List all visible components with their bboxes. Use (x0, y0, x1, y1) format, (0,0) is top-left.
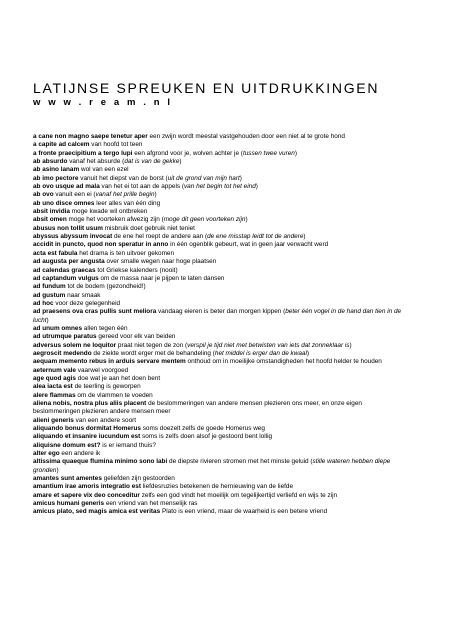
translation: tot Griekse kalenders (nooit) (97, 266, 178, 274)
closing-paren: ) (179, 158, 182, 166)
translation: vanuit een ei ( (55, 191, 96, 199)
phrase-entry (33, 333, 405, 341)
translation: een afgrond voor je, wolven achter je ( (134, 149, 243, 157)
translation: misbruik doet gebruik niet teniet (104, 224, 195, 232)
phrase-entry (33, 175, 405, 183)
translation: liefdesruzies betekenen de hernieuwing van de liefde (142, 483, 294, 491)
translation: voor deze gelegenheid (55, 299, 121, 307)
latin-phrase: ad praesens ova cras pullis sunt meliora (33, 308, 157, 316)
latin-phrase: a capite ad calcem (33, 141, 90, 149)
closing-paren: ) (303, 233, 306, 241)
phrase-entry (33, 350, 405, 358)
latin-phrase: ad augusta per angusta (33, 258, 105, 266)
latin-phrase: alea iacta est (33, 383, 73, 391)
latin-phrase: aliquisne domum est? (33, 441, 101, 449)
latin-phrase: acta est fabula (33, 249, 78, 257)
translation: geliefden zijn gestoorden (103, 475, 175, 483)
latin-phrase: ad unum omnes (33, 324, 83, 332)
translation: vaarwel voorgoed (77, 366, 129, 374)
translation: is er iemand thuis? (102, 441, 156, 449)
closing-paren: ) (245, 216, 248, 224)
phrase-entry (33, 508, 405, 516)
explanation: tussen twee vuren (242, 149, 295, 157)
translation: een zwijn wordt meestal vastgehouden door een niet al te grote hond (149, 133, 345, 140)
phrase-entry (33, 183, 405, 191)
phrase-entry (33, 225, 405, 233)
phrase-entry (33, 267, 405, 275)
page-title: LATIJNSE SPREUKEN EN UITDRUKKINGEN (33, 80, 380, 96)
phrase-entry (33, 133, 405, 141)
phrase-entry (33, 342, 405, 350)
latin-phrase: abusus non tollit usum (33, 224, 103, 232)
phrase-entry (33, 275, 405, 283)
closing-paren: ) (255, 183, 258, 191)
translation: moge kwade wil ontbreken (71, 208, 148, 216)
phrase-entry (33, 258, 405, 266)
latin-phrase: amare et sapere vix deo conceditur (33, 491, 140, 499)
closing-paren: ) (56, 466, 59, 474)
translation: leer alles van één ding (96, 199, 161, 207)
phrase-entry (33, 292, 405, 300)
latin-phrase: adversus solem ne loquitor (33, 341, 117, 349)
latin-phrase: ad captandum vulgus (33, 274, 99, 282)
translation: van hoofd tot teen (91, 141, 143, 149)
latin-phrase: ad gustum (33, 291, 66, 299)
translation: over smalle wegen naar hoge plaatsen (106, 258, 217, 266)
translation: vanuit het diepst van de borst ( (80, 174, 168, 182)
translation: zelfs een god vindt het moeilijk om tegelijkertijd verliefd en wijs te zijn (141, 491, 338, 499)
phrase-entry (33, 250, 405, 258)
phrase-entry (33, 367, 405, 375)
explanation: dat is van de gekke (124, 158, 180, 166)
phrase-entry (33, 141, 405, 149)
phrase-entry (33, 425, 405, 433)
latin-phrase: age quod agis (33, 374, 76, 382)
phrase-entry (33, 400, 405, 417)
latin-phrase: ab uno disce omnes (33, 199, 95, 207)
latin-phrase: amicus plato, sed magis amica est veritas (33, 508, 161, 516)
latin-phrase: alere flammas (33, 391, 76, 399)
phrase-entry (33, 500, 405, 508)
phrase-entry (33, 483, 405, 491)
translation: moge het voorteken afwezig zijn ( (68, 216, 164, 224)
translation: soms is zelfs doen alsof je gestoord bent lollig (142, 433, 273, 441)
phrase-entry (33, 158, 405, 166)
phrase-entry (33, 450, 405, 458)
latin-phrase: aequam memento rebus in arduis servare mentem (33, 358, 186, 366)
latin-phrase: ab ovo usque ad mala (33, 183, 100, 191)
phrase-entry (33, 325, 405, 333)
closing-paren: ) (239, 174, 242, 182)
translation: een andere ik (61, 450, 101, 458)
explanation: van het begin tot het eind (183, 183, 256, 191)
translation: tot de bodem (gezondheid!) (67, 283, 146, 291)
translation: naar smaak (67, 291, 101, 299)
phrase-entry (33, 216, 405, 224)
phrase-entry (33, 375, 405, 383)
latin-phrase: ad utrumque paratus (33, 333, 97, 341)
explanation: vanaf het prille begin (95, 191, 155, 199)
translation: vanaf het absurde ( (69, 158, 125, 166)
translation: van het ei tot aan de appels ( (101, 183, 184, 191)
latin-phrase: abyssus abyssum invocat (33, 233, 113, 241)
phrase-entry (33, 492, 405, 500)
phrase-entry (33, 417, 405, 425)
translation: Plato is een vriend, maar de waarheid is een betere vriend (161, 508, 328, 516)
translation: allen tegen één (83, 324, 128, 332)
translation: wol van een ezel (80, 166, 129, 174)
latin-phrase: ad calendas graecas (33, 266, 96, 274)
translation: de diepste rivieren stromen met het minste geluid ( (169, 458, 313, 466)
latin-phrase: absit omen (33, 216, 67, 224)
translation: het drama is ten uitvoer gekomen (79, 249, 175, 257)
phrase-entry (33, 475, 405, 483)
phrase-entry (33, 458, 405, 475)
latin-phrase: amantes sunt amentes (33, 475, 102, 483)
phrase-entry (33, 208, 405, 216)
phrase-entry (33, 233, 405, 241)
translation: de ene hel roept de andere aan ( (114, 233, 208, 241)
latin-phrase: altissima quaeque flumina minimo sono labi (33, 458, 168, 466)
latin-phrase: ab imo pectore (33, 174, 79, 182)
latin-phrase: ad hoc (33, 299, 54, 307)
translation: de beslommeringen van andere mensen plezieren ons meer, en onze eigen beslommeringen plezieren andere mensen meer (33, 400, 362, 416)
phrase-entry (33, 200, 405, 208)
latin-phrase: accidit in puncto, quod non speratur in anno (33, 241, 169, 249)
translation: de teerling is geworpen (74, 383, 141, 391)
closing-paren: ) (154, 191, 157, 199)
latin-phrase: aliquando et insanire iucundum est (33, 433, 141, 441)
phrase-entry (33, 358, 405, 366)
explanation: verspil je tijd niet met betwisten van iets dat zonneklaar is (187, 341, 350, 349)
latin-phrase: a cane non magno saepe tenetur aper (33, 133, 148, 140)
explanation: de ene misstap leidt tot de andere (207, 233, 304, 241)
translation: doe wat je aan het doen bent (77, 374, 161, 382)
phrase-entry (33, 442, 405, 450)
explanation: moge dit geen voorteken zijn (163, 216, 246, 224)
latin-phrase: amicus humani generis (33, 500, 105, 508)
latin-phrase: aliena nobis, nostra plus aliis placent (33, 400, 147, 407)
closing-paren: ) (294, 149, 297, 157)
latin-phrase: aliquando bonus dormitat Homerus (33, 425, 141, 433)
latin-phrase: ab absurdo (33, 158, 68, 166)
translation: om de vlammen te voeden (77, 391, 153, 399)
phrase-entry (33, 300, 405, 308)
latin-phrase: absit invidia (33, 208, 70, 216)
translation: de ziekte wordt erger met de behandeling ( (93, 349, 215, 357)
translation: om de massa naar je pijpen te laten dansen (100, 274, 225, 282)
translation: vandaag eieren is beter dan morgen kippen ( (158, 308, 286, 316)
phrase-entry (33, 241, 405, 249)
phrase-entry (33, 191, 405, 199)
translation: van een andere soort (75, 416, 137, 424)
latin-phrase: ab asino lanam (33, 166, 80, 174)
closing-paren: ) (349, 341, 352, 349)
phrase-entry (33, 392, 405, 400)
translation: een vriend van het menselijk ras (105, 500, 198, 508)
latin-phrase: ab ovo (33, 191, 54, 199)
closing-paren: ) (46, 316, 49, 324)
explanation: stille wateren hebben diepe gronden (33, 458, 391, 474)
phrase-entry (33, 383, 405, 391)
explanation: het middel is erger dan de kwaal (214, 349, 307, 357)
translation: in één ogenblik gebeurt, wat in geen jaar verwacht werd (170, 241, 329, 249)
translation: onthoud om in moeilijke omstandigheden het hoofd helder te houden (187, 358, 382, 366)
site-url: w w w . r e a m . n l (33, 97, 173, 108)
phrase-entry (33, 150, 405, 158)
closing-paren: ) (306, 349, 310, 357)
latin-phrase: alter ego (33, 450, 60, 458)
phrase-entry (33, 308, 405, 325)
latin-phrase: aegroscit medendo (33, 349, 92, 357)
latin-phrase: aeternum vale (33, 366, 76, 374)
explanation: beter één vogel in de hand dan tien in de lucht (33, 308, 402, 324)
explanation: uit de grond van mijn hart (167, 174, 240, 182)
latin-phrase: ad fundum (33, 283, 66, 291)
translation: gereed voor elk van beiden (98, 333, 176, 341)
latin-phrase: alieni generis (33, 416, 74, 424)
phrase-list (33, 133, 405, 517)
phrase-entry (33, 433, 405, 441)
translation: soms doezelt zelfs de goede Homerus weg (142, 425, 265, 433)
latin-phrase: a fronte praecipitium a tergo lupi (33, 149, 133, 157)
phrase-entry (33, 166, 405, 174)
phrase-entry (33, 283, 405, 291)
latin-phrase: amantium irae amoris integratio est (33, 483, 141, 491)
translation: praat niet tegen de zon ( (117, 341, 188, 349)
